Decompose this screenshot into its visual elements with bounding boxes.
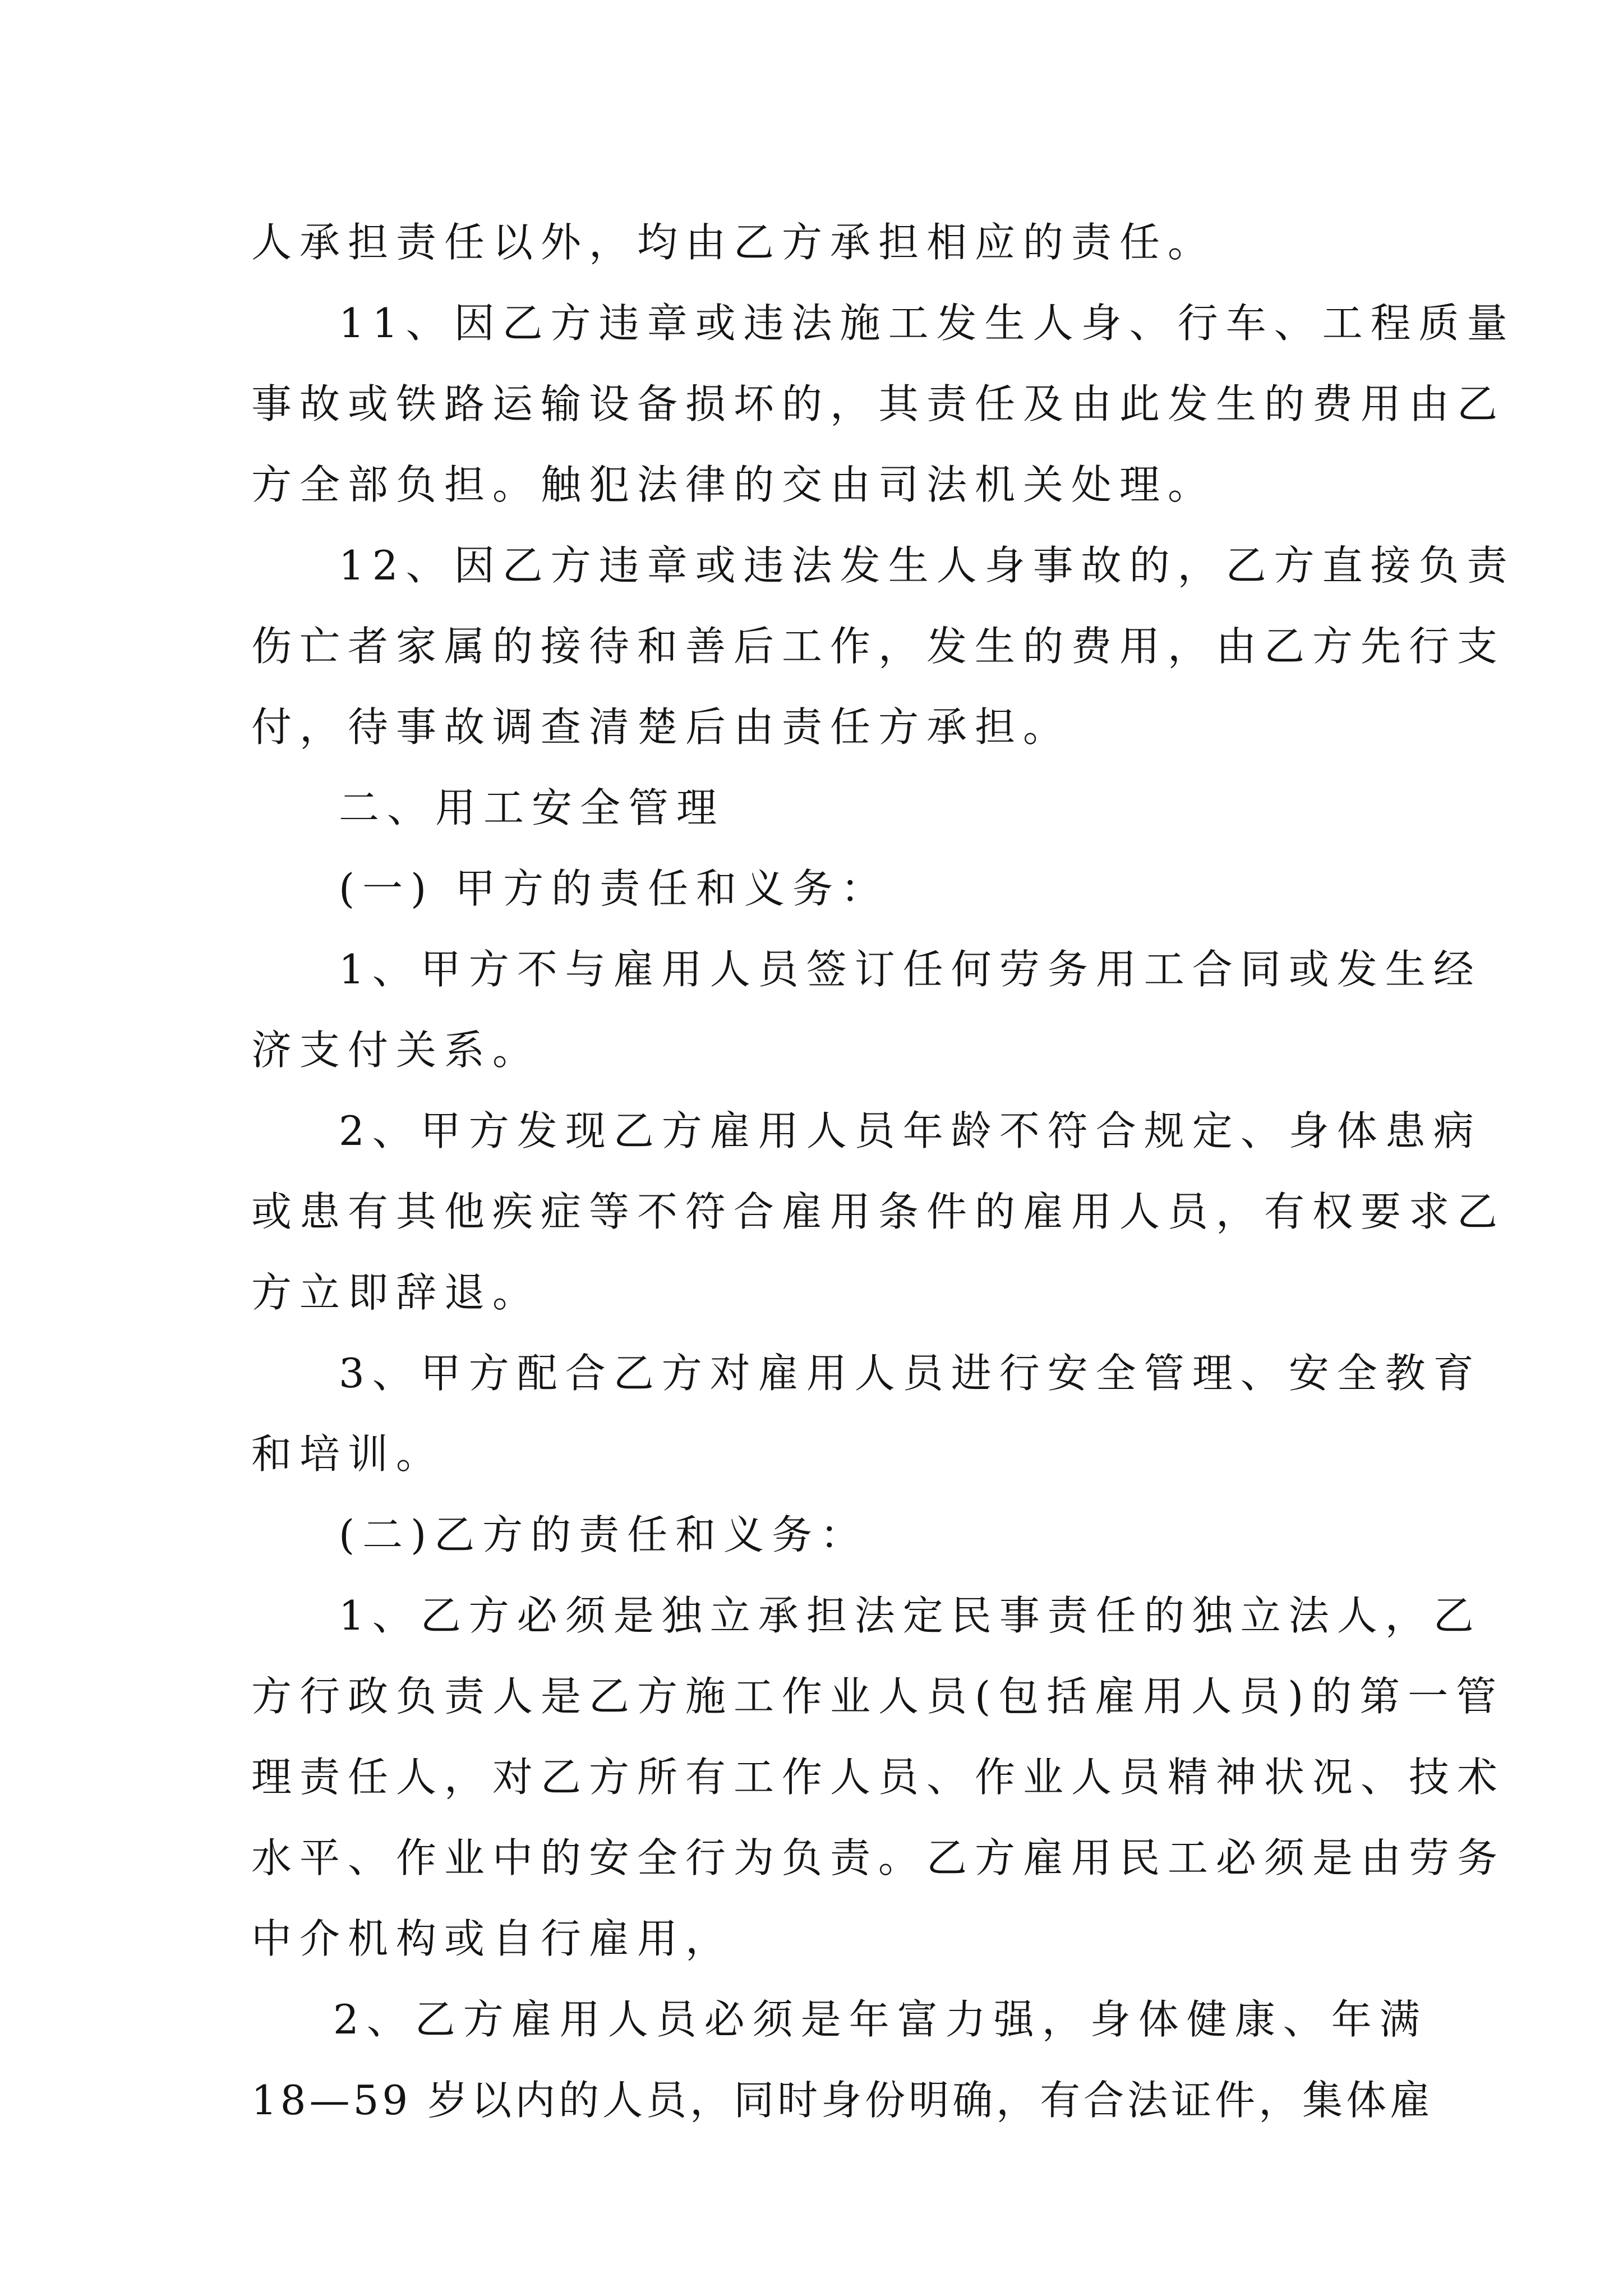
section-heading: 二、用工安全管理 [339, 784, 725, 831]
text-line: 济支付关系。 [251, 1027, 541, 1074]
clause-12-line: 12、因乙方违章或违法发生人身事故的，乙方直接负责 [339, 542, 1515, 589]
party-a-item-1: 1、甲方不与雇用人员签订任何劳务用工合同或发生经 [339, 946, 1482, 993]
party-b-item-2: 2、乙方雇用人员必须是年富力强，身体健康、年满 [333, 1996, 1428, 2043]
text-line: 或患有其他疾症等不符合雇用条件的雇用人员，有权要求乙 [251, 1188, 1506, 1235]
text-line: 付，待事故调查清楚后由责任方承担。 [251, 703, 1072, 751]
subsection-heading-party-b: (二)乙方的责任和义务： [339, 1511, 869, 1558]
party-a-item-2: 2、甲方发现乙方雇用人员年龄不符合规定、身体患病 [339, 1107, 1482, 1154]
text-line: 事故或铁路运输设备损坏的，其责任及由此发生的费用由乙 [251, 380, 1506, 427]
subsection-heading-party-a: (一) 甲方的责任和义务： [339, 865, 889, 912]
text-line: 18—59 岁以内的人员，同时身份明确，有合法证件，集体雇 [251, 2077, 1434, 2124]
text-line: 中介机构或自行雇用， [251, 1915, 734, 1962]
text-line: 水平、作业中的安全行为负责。乙方雇用民工必须是由劳务 [251, 1834, 1506, 1881]
clause-11-line: 11、因乙方违章或违法施工发生人身、行车、工程质量 [339, 300, 1515, 347]
document-body [251, 202, 1515, 2141]
text-line: 方全部负担。触犯法律的交由司法机关处理。 [251, 461, 1216, 508]
text-line: 和培训。 [251, 1430, 445, 1478]
text-line: 理责任人，对乙方所有工作人员、作业人员精神状况、技术 [251, 1754, 1506, 1801]
text-line: 伤亡者家属的接待和善后工作，发生的费用，由乙方先行支 [251, 623, 1506, 670]
party-b-item-1: 1、乙方必须是独立承担法定民事责任的独立法人，乙 [339, 1592, 1482, 1639]
party-a-item-3: 3、甲方配合乙方对雇用人员进行安全管理、安全教育 [339, 1350, 1482, 1397]
text-line: 方立即辞退。 [251, 1269, 541, 1316]
text-line: 人承担责任以外，均由乙方承担相应的责任。 [251, 219, 1216, 266]
text-line: 方行政负责人是乙方施工作业人员(包括雇用人员)的第一管 [251, 1673, 1505, 1720]
